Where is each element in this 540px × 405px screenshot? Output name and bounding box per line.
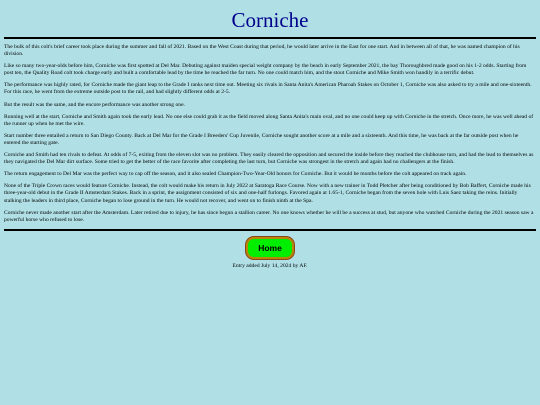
bottom-divider xyxy=(4,229,536,231)
paragraph-champion: The return engagement to Del Mar was the perfect way to cap off the season, and it also sealed Champion-Two-Year-Old honors for Corniche. But it would be months before the colt appeared on track again. xyxy=(4,171,467,178)
paragraph-breeders-cup-race: Corniche and Smith had ten rivals to defeat. At odds of 7-5, exiting from the eleven slot was no problem. They easily cleared the opposition and secured the inside before they reached the clubhouse turn, and had the lead to themselves as they navigated the Del Mar dirt surface. Some tried to get the better of the race favorite after completing the last turn, but Corniche was strongest in the stretch and again had no challengers at the finish. xyxy=(4,152,534,166)
paragraph-amsterdam: None of the Triple Crown races would feature Corniche. Instead, the colt would make his return in July 2022 at Saratoga Race Course. Now with a new trainer in Todd Pletcher after being conditioned by Bob Baffert, Corniche made his three-year-old debut in the Grade II Amsterdam Stakes. Back in a sprint, the assignment consisted of six and one-half furlongs. Favored again at 1.65-1, Corniche began from the seven hole with Luis Saez taking the reins. Initially stalking the leaders in third place, Corniche began to lose ground in the turn. He would not recover, and went on to finish ninth at the Spa. xyxy=(4,183,531,204)
page-title: Corniche xyxy=(231,8,309,32)
paragraph-breeders-cup-start: Start number three entailed a return to San Diego County. Back at Del Mar for the Grade I Breeders' Cup Juvenile, Corniche sought another score at a mile and a sixteenth. And this time, he was back at the far outside post when he entered the starting gate. xyxy=(4,132,519,146)
top-divider xyxy=(4,37,536,39)
home-nav xyxy=(4,236,536,260)
article-body xyxy=(4,44,536,224)
paragraph-debut: Like so many two-year-olds before him, Corniche was first spotted at Del Mar. Debuting against maiden special weight company by the beach in early September 2021, the bay Thoroughbred made good on his 1-2 odds. Starting from post ten, the Quality Road colt took charge early and built a comfortable lead by the time he reached the far turn. No one could match him, and the stout Corniche and Mike Smith won handily in a terrific debut. xyxy=(4,63,527,77)
paragraph-american-pharoah: The performance was highly rated, for Corniche made the giant leap to the Grade I ranks next time out. Meeting six rivals in Santa Anita's American Pharoah Stakes on October 1, Corniche was also asked to try a mile and one-sixteenth. For this race, he went from the extreme outside post to the rail, and had slightly different odds at 2-5. xyxy=(4,82,532,96)
paragraph-santa-anita-race: Running well at the start, Corniche and Smith again took the early lead. No one else could grab it as the field moved along Santa Anita's main oval, and no one could keep up with Corniche in the stretch. Once more, he was well ahead of the runner up when he met the wire. xyxy=(4,113,534,127)
paragraph-retirement: Corniche never made another start after the Amsterdam. Later retired due to injury, he has since begun a stallion career. No one knows whether he will be a success at stud, but anyone who watched Corniche during the 2021 season saw a powerful horse who refused to lose. xyxy=(4,209,534,223)
paragraph-encore: But the result was the same, and the encore performance was another strong one. xyxy=(4,101,185,108)
entry-footer: Entry added July 14, 2024 by AF. xyxy=(232,262,308,269)
home-button[interactable]: Home xyxy=(246,237,294,259)
paragraph-intro: The bulk of this colt's brief career took place during the summer and fall of 2021. Based on the West Coast during that period, he would later arrive in the East for one start. And in between all of that, he was named champion of his division. xyxy=(4,44,520,58)
